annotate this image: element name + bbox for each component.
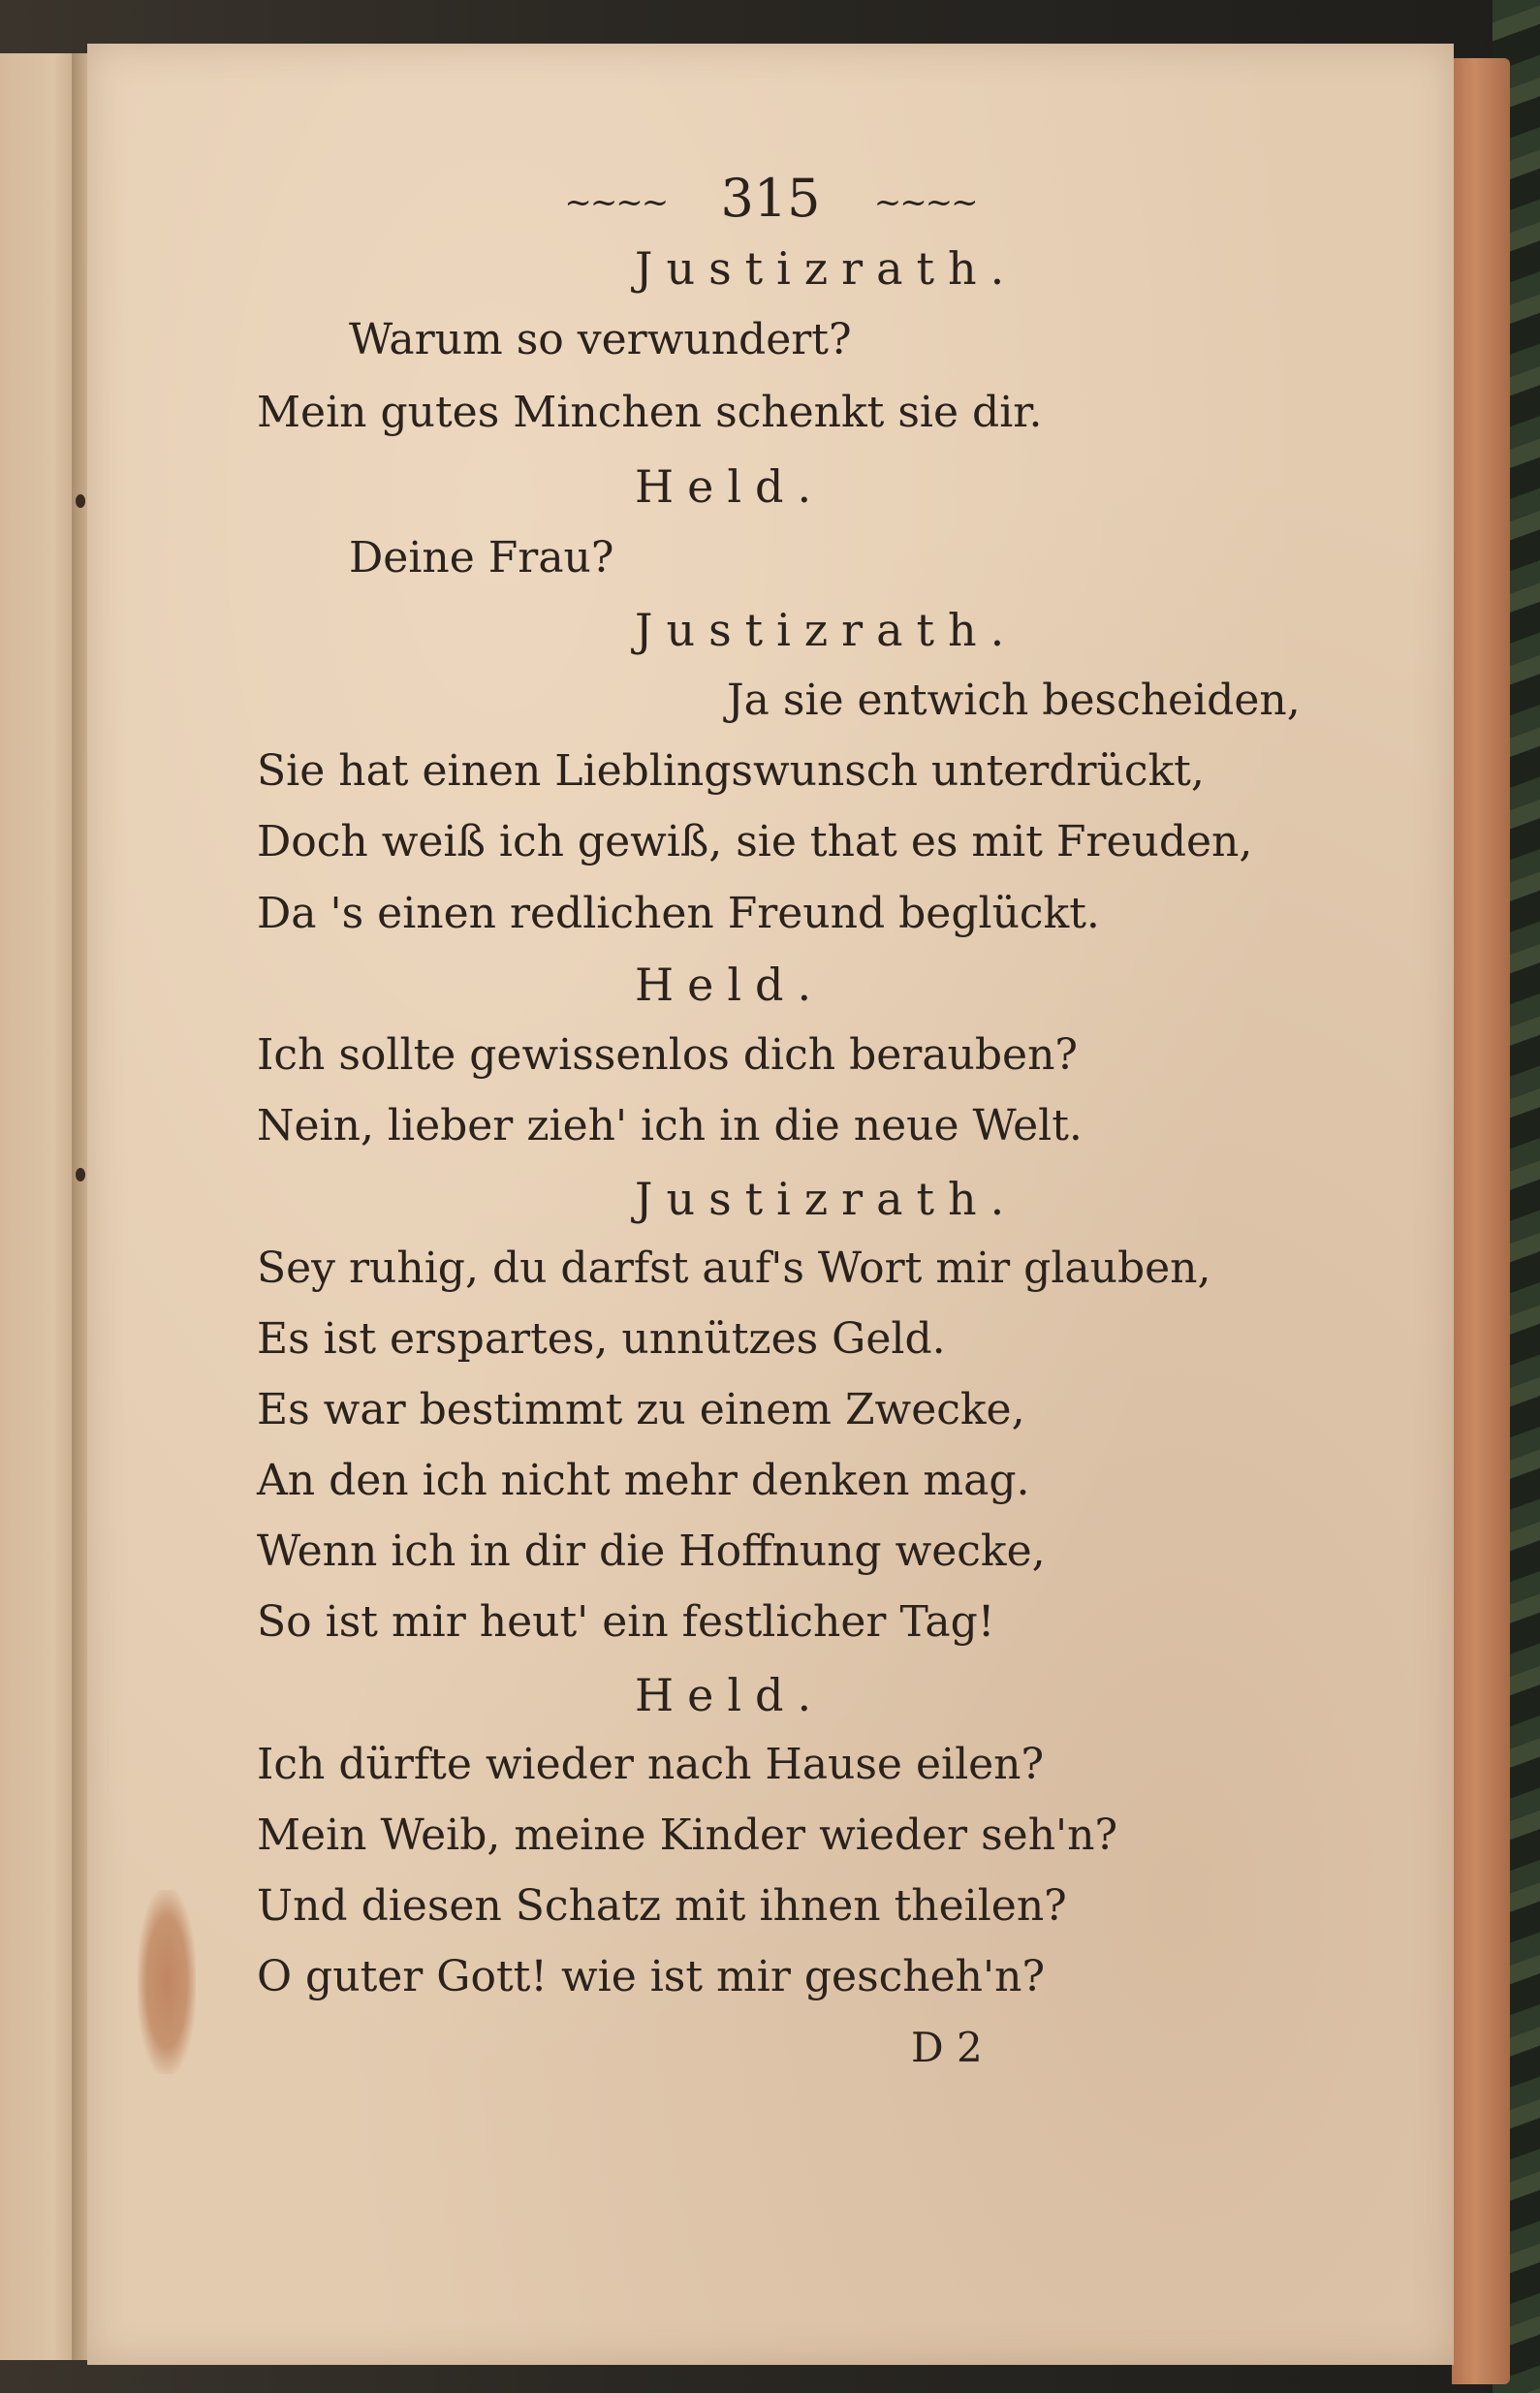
verse-line: Doch weiß ich gewiß, sie that es mit Freuden, — [257, 817, 1253, 866]
verse-line: Wenn ich in dir die Hoffnung wecke, — [257, 1527, 1046, 1576]
verse-line: Mein Weib, meine Kinder wieder seh'n? — [257, 1810, 1118, 1860]
verse-line: Nein, lieber zieh' ich in die neue Welt. — [257, 1101, 1083, 1150]
verse-line: Es war bestimmt zu einem Zwecke, — [257, 1385, 1025, 1434]
verse-line: O guter Gott! wie ist mir gescheh'n? — [257, 1952, 1046, 2001]
verse-line: Und diesen Schatz mit ihnen theilen? — [257, 1881, 1067, 1931]
verse-line: Mein gutes Minchen schenkt sie dir. — [257, 388, 1043, 437]
verse-line: Deine Frau? — [349, 533, 614, 583]
page-number: 315 — [720, 168, 821, 229]
page-header — [87, 168, 1454, 229]
verse-line: Ja sie entwich bescheiden, — [727, 676, 1301, 725]
verse-line: Sey ruhig, du darfst auf's Wort mir glauben, — [257, 1244, 1211, 1293]
verse-line: Da 's einen redlichen Freund beglückt. — [257, 889, 1100, 938]
paper-stain — [138, 1890, 196, 2074]
ornament-right: ~~~~ — [873, 183, 977, 222]
speaker-name: Held. — [635, 460, 826, 513]
speaker-name: Held. — [635, 959, 826, 1011]
speaker-name: Held. — [635, 1669, 826, 1721]
binding-hole — [76, 1168, 85, 1181]
speaker-name: Justizrath. — [635, 604, 1019, 656]
signature-mark: D 2 — [911, 2024, 983, 2071]
speaker-name: Justizrath. — [635, 1173, 1019, 1225]
verse-line: Es ist erspartes, unnützes Geld. — [257, 1314, 946, 1364]
verse-line: Ich dürfte wieder nach Hause eilen? — [257, 1740, 1045, 1789]
speaker-name: Justizrath. — [635, 242, 1019, 295]
previous-page-edge — [0, 53, 78, 2360]
verse-line: So ist mir heut' ein festlicher Tag! — [257, 1597, 995, 1647]
cover-edge — [1452, 58, 1510, 2384]
ornament-left: ~~~~ — [564, 183, 668, 222]
binding-hole — [76, 494, 85, 508]
verse-line: Warum so verwundert? — [349, 315, 852, 364]
verse-line: An den ich nicht mehr denken mag. — [257, 1456, 1030, 1505]
verse-line: Ich sollte gewissenlos dich berauben? — [257, 1030, 1079, 1080]
book-page — [87, 44, 1454, 2365]
verse-line: Sie hat einen Lieblingswunsch unterdrückt, — [257, 746, 1205, 796]
